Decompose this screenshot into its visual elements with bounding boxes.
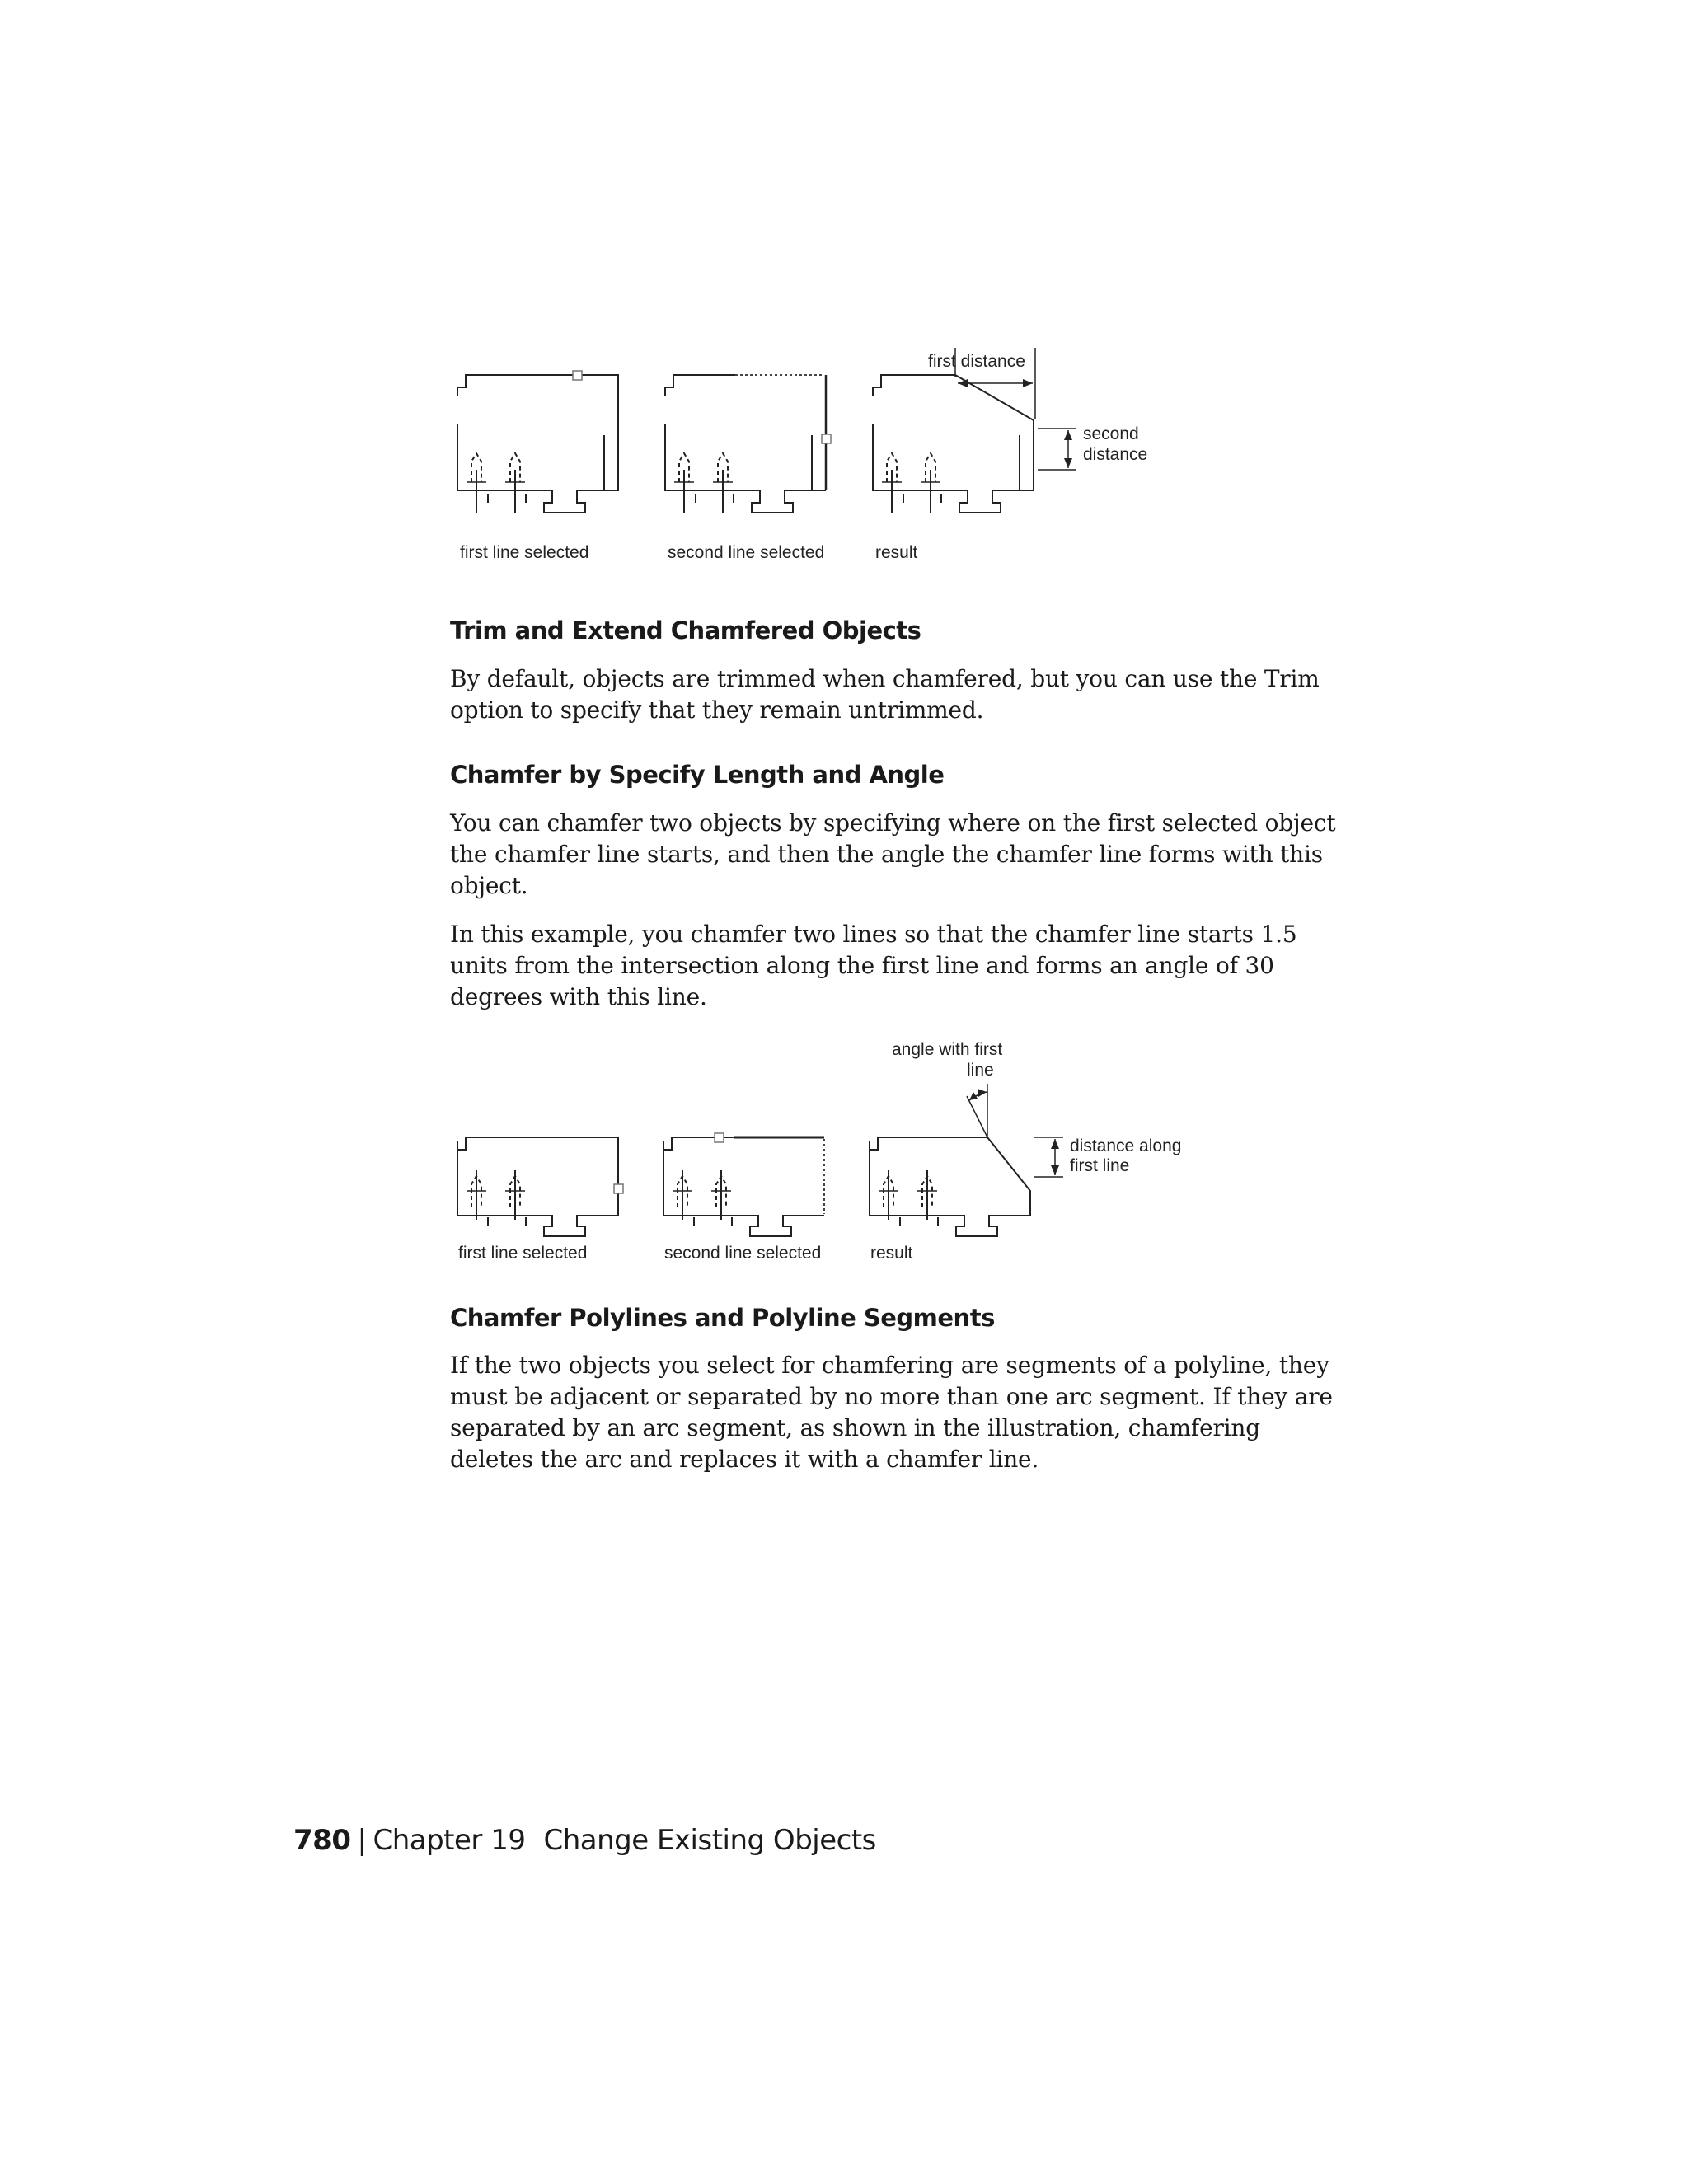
figure-chamfer-distances-drawing (445, 338, 1236, 577)
pick-box-icon (573, 371, 582, 380)
label-first-distance: first distance (928, 352, 1025, 371)
page-footer (293, 1824, 876, 1857)
chapter-label: Chapter 19 (373, 1824, 526, 1857)
chapter-title: Change Existing Objects (543, 1824, 876, 1857)
panel-second-line-selected (663, 1133, 824, 1263)
caption-first-line-selected: first line selected (460, 543, 589, 562)
heading-length-angle: Chamfer by Specify Length and Angle (450, 761, 945, 789)
panel-first-line-selected (457, 371, 618, 562)
paragraph-length-angle-1: You can chamfer two objects by specifying where on the first selected object the chamfer line starts, and then the angle the chamfer line forms with this object. (450, 809, 1336, 899)
caption-first-line-selected: first line selected (458, 1244, 588, 1263)
panel-result (870, 1040, 1181, 1263)
label-distance-line1: distance along (1070, 1137, 1182, 1155)
paragraph-length-angle-2: In this example, you chamfer two lines so that the chamfer line starts 1.5 units from the intersection along the first line and forms an angle of 30 degrees with this line. (450, 921, 1297, 1010)
panel-first-line-selected (457, 1137, 623, 1263)
footer-separator: | (357, 1824, 367, 1857)
figure-chamfer-length-angle-drawing (445, 1034, 1236, 1273)
paragraph-polylines: If the two objects you select for chamfering are segments of a polyline, they must be adjacent or separated by no more than one arc segment. If they are separated by an arc segment, as shown in the illustration, chamfering deletes the arc and replaces it with a chamfer line. (450, 1352, 1333, 1473)
label-distance-line2: first line (1070, 1156, 1130, 1175)
panel-result (873, 348, 1147, 562)
heading-trim-extend: Trim and Extend Chamfered Objects (450, 616, 921, 644)
page-number: 780 (293, 1824, 351, 1857)
pick-box-icon (614, 1184, 623, 1193)
caption-second-line-selected: second line selected (664, 1244, 822, 1263)
caption-result: result (875, 543, 918, 562)
pick-box-icon (715, 1133, 724, 1142)
figure-chamfer-distances (445, 338, 1236, 577)
heading-polylines: Chamfer Polylines and Polyline Segments (450, 1304, 995, 1332)
caption-result: result (870, 1244, 913, 1263)
label-angle-line1: angle with first (892, 1040, 1003, 1059)
paragraph-trim-extend: By default, objects are trimmed when chamfered, but you can use the Trim option to specify that they remain untrimmed. (450, 665, 1320, 724)
pick-box-icon (822, 434, 831, 443)
caption-second-line-selected: second line selected (668, 543, 825, 562)
label-angle-line2: line (967, 1061, 994, 1080)
panel-second-line-selected (665, 375, 831, 562)
label-second-distance-line1: second (1083, 424, 1139, 443)
label-second-distance-line2: distance (1083, 445, 1148, 464)
figure-chamfer-length-angle (445, 1034, 1236, 1273)
